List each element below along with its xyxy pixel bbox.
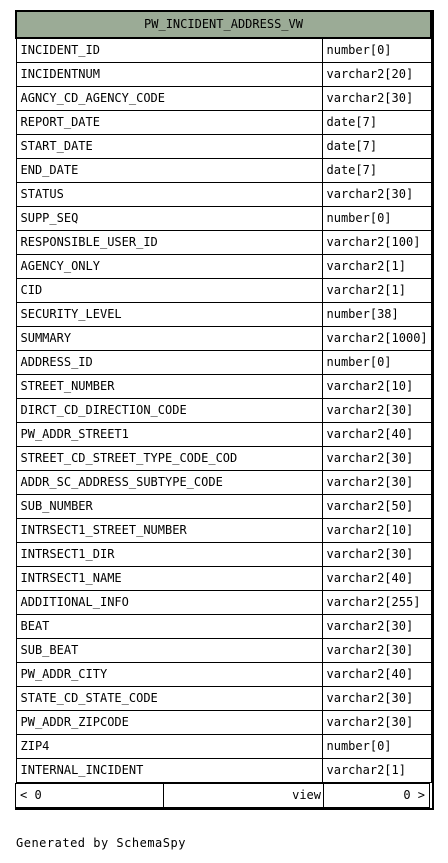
column-type: varchar2[30] — [322, 711, 431, 735]
column-name[interactable]: ADDR_SC_ADDRESS_SUBTYPE_CODE — [16, 471, 322, 495]
column-type: varchar2[40] — [322, 567, 431, 591]
column-name[interactable]: AGENCY_ONLY — [16, 255, 322, 279]
column-name[interactable]: BEAT — [16, 615, 322, 639]
column-row — [16, 663, 431, 687]
generated-by-text: Generated by SchemaSpy — [16, 836, 186, 850]
column-name[interactable]: REPORT_DATE — [16, 111, 322, 135]
column-type: varchar2[30] — [322, 687, 431, 711]
table-kind-label: view — [164, 784, 324, 808]
column-row — [16, 87, 431, 111]
column-row — [16, 351, 431, 375]
column-type: varchar2[1] — [322, 759, 431, 783]
column-type: varchar2[30] — [322, 471, 431, 495]
column-row — [16, 471, 431, 495]
column-row — [16, 519, 431, 543]
column-type: varchar2[40] — [322, 663, 431, 687]
column-type: varchar2[1000] — [322, 327, 431, 351]
column-row — [16, 591, 431, 615]
column-name[interactable]: START_DATE — [16, 135, 322, 159]
column-row — [16, 759, 431, 783]
column-name[interactable]: ADDITIONAL_INFO — [16, 591, 322, 615]
column-row — [16, 495, 431, 519]
column-type: number[0] — [322, 735, 431, 759]
entity-footer-table — [15, 783, 430, 808]
column-row — [16, 63, 431, 87]
column-name[interactable]: INTRSECT1_DIR — [16, 543, 322, 567]
column-type: varchar2[30] — [322, 87, 431, 111]
column-name[interactable]: SUB_BEAT — [16, 639, 322, 663]
table-title[interactable]: PW_INCIDENT_ADDRESS_VW — [16, 11, 431, 38]
column-name[interactable]: ADDRESS_ID — [16, 351, 322, 375]
column-row — [16, 423, 431, 447]
column-name[interactable]: SUMMARY — [16, 327, 322, 351]
column-name[interactable]: CID — [16, 279, 322, 303]
column-row — [16, 399, 431, 423]
column-row — [16, 375, 431, 399]
column-type: date[7] — [322, 135, 431, 159]
column-type: varchar2[30] — [322, 399, 431, 423]
table-title-row — [16, 11, 431, 38]
parent-count[interactable]: < 0 — [16, 784, 164, 808]
column-row — [16, 159, 431, 183]
column-type: date[7] — [322, 159, 431, 183]
entity-table — [15, 10, 432, 783]
column-type: varchar2[30] — [322, 447, 431, 471]
column-type: date[7] — [322, 111, 431, 135]
column-name[interactable]: STATE_CD_STATE_CODE — [16, 687, 322, 711]
column-name[interactable]: PW_ADDR_CITY — [16, 663, 322, 687]
column-name[interactable]: SUB_NUMBER — [16, 495, 322, 519]
column-type: varchar2[1] — [322, 279, 431, 303]
column-row — [16, 303, 431, 327]
column-row — [16, 111, 431, 135]
column-name[interactable]: SECURITY_LEVEL — [16, 303, 322, 327]
column-row — [16, 447, 431, 471]
column-name[interactable]: STREET_CD_STREET_TYPE_CODE_COD — [16, 447, 322, 471]
column-row — [16, 615, 431, 639]
column-type: varchar2[30] — [322, 639, 431, 663]
column-name[interactable]: PW_ADDR_ZIPCODE — [16, 711, 322, 735]
column-type: varchar2[255] — [322, 591, 431, 615]
column-row — [16, 687, 431, 711]
column-row — [16, 279, 431, 303]
column-row — [16, 639, 431, 663]
column-row — [16, 135, 431, 159]
column-type: number[0] — [322, 38, 431, 63]
column-row — [16, 567, 431, 591]
table-node-pw-incident-address-vw[interactable] — [15, 10, 434, 810]
column-row — [16, 255, 431, 279]
column-row — [16, 231, 431, 255]
child-count[interactable]: 0 > — [324, 784, 430, 808]
column-type: varchar2[30] — [322, 615, 431, 639]
column-name[interactable]: INTERNAL_INCIDENT — [16, 759, 322, 783]
column-type: varchar2[30] — [322, 543, 431, 567]
column-type: varchar2[10] — [322, 519, 431, 543]
column-name[interactable]: END_DATE — [16, 159, 322, 183]
column-row — [16, 735, 431, 759]
column-type: varchar2[1] — [322, 255, 431, 279]
column-name[interactable]: SUPP_SEQ — [16, 207, 322, 231]
column-type: number[38] — [322, 303, 431, 327]
column-row — [16, 711, 431, 735]
column-type: varchar2[10] — [322, 375, 431, 399]
column-row — [16, 543, 431, 567]
column-name[interactable]: DIRCT_CD_DIRECTION_CODE — [16, 399, 322, 423]
column-row — [16, 327, 431, 351]
column-row — [16, 38, 431, 63]
column-type: varchar2[50] — [322, 495, 431, 519]
column-row — [16, 207, 431, 231]
column-type: number[0] — [322, 207, 431, 231]
column-name[interactable]: INTRSECT1_NAME — [16, 567, 322, 591]
column-type: varchar2[100] — [322, 231, 431, 255]
column-name[interactable]: STREET_NUMBER — [16, 375, 322, 399]
column-type: number[0] — [322, 351, 431, 375]
column-row — [16, 183, 431, 207]
column-type: varchar2[20] — [322, 63, 431, 87]
column-name[interactable]: RESPONSIBLE_USER_ID — [16, 231, 322, 255]
column-type: varchar2[40] — [322, 423, 431, 447]
column-name[interactable]: ZIP4 — [16, 735, 322, 759]
column-name[interactable]: STATUS — [16, 183, 322, 207]
column-name[interactable]: AGNCY_CD_AGENCY_CODE — [16, 87, 322, 111]
column-type: varchar2[30] — [322, 183, 431, 207]
column-name[interactable]: PW_ADDR_STREET1 — [16, 423, 322, 447]
column-name[interactable]: INCIDENTNUM — [16, 63, 322, 87]
table-footer-row — [16, 784, 430, 808]
column-name[interactable]: INTRSECT1_STREET_NUMBER — [16, 519, 322, 543]
column-name[interactable]: INCIDENT_ID — [16, 38, 322, 63]
